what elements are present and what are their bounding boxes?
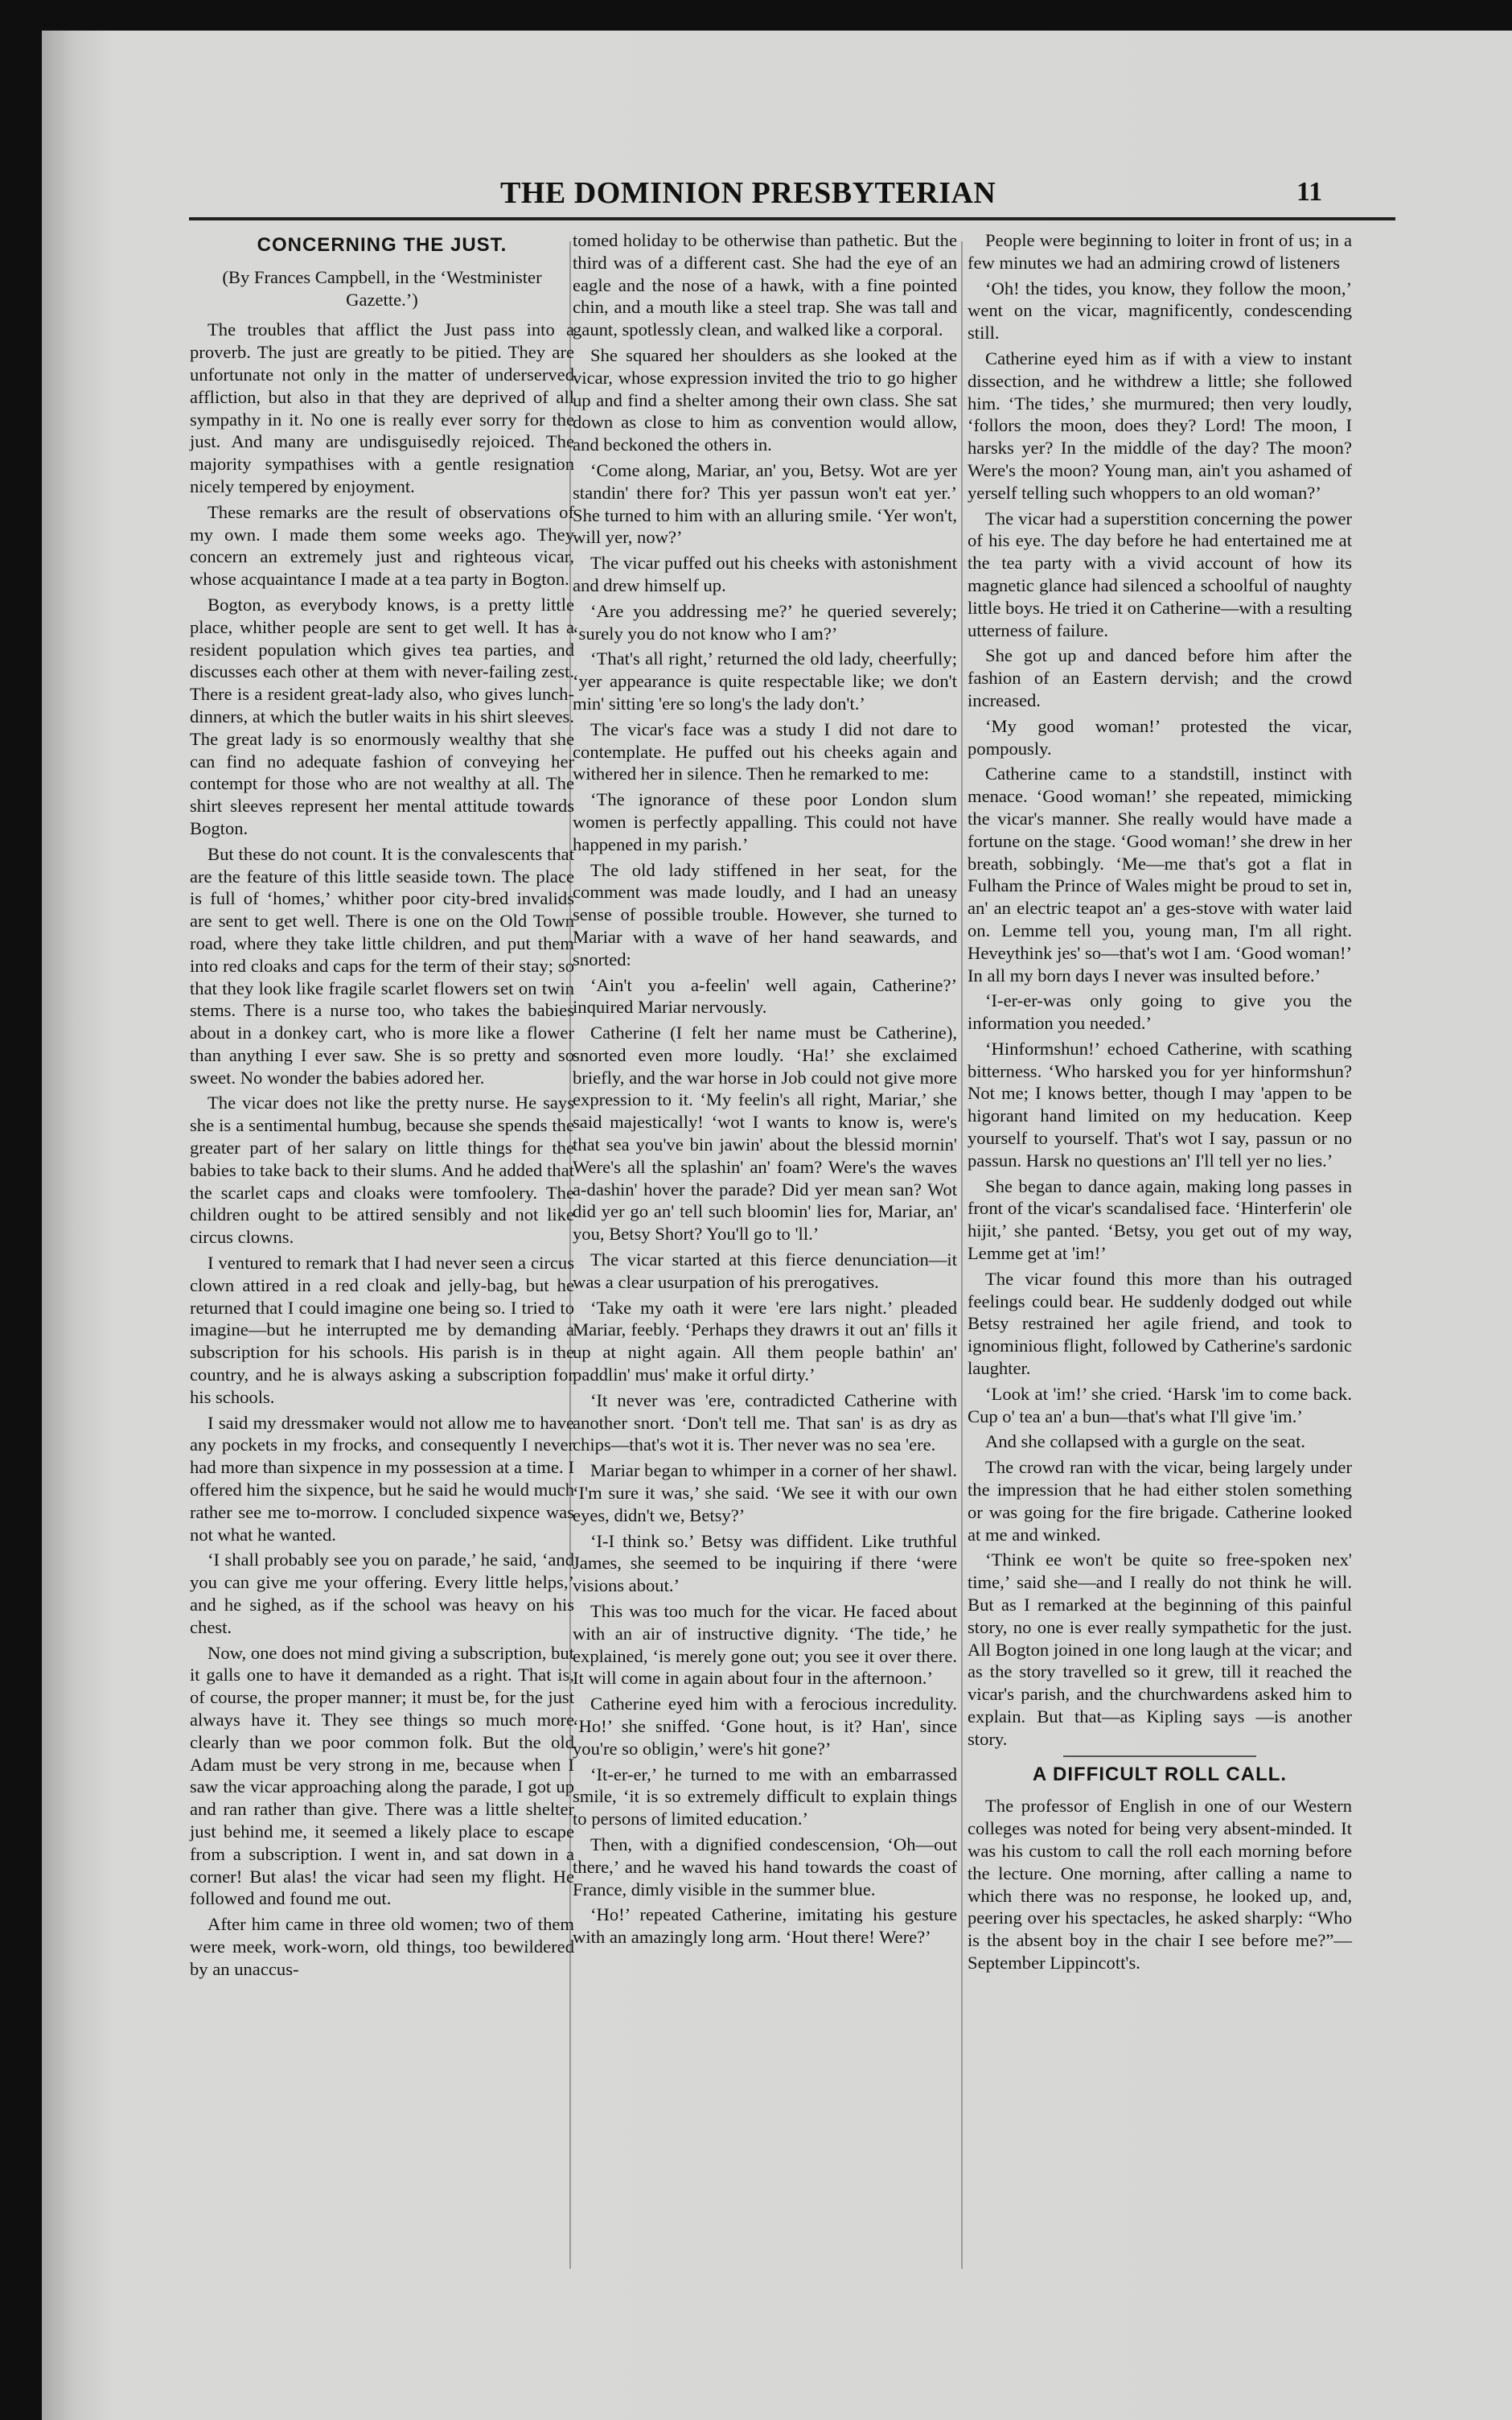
paragraph: ‘My good woman!’ protested the vicar, pompously. [968,715,1352,759]
paragraph: Catherine (I felt her name must be Catherine), snorted even more loudly. ‘Ha!’ she exclaimed briefly, and the war horse in Job could not give more expression to it. ‘My feelin's all right, Mariar,’ she said majestically! ‘wot I wants to know is, were's that sea you've bin jawin' about the blessid mornin' Were's all the splashin' an' foam? Were's the waves a-dashin' hover the parade? Did yer mean san? Wot did yer go an' tell such bloomin' lies for, Mariar, an' you, Betsy Short? You'll go to 'll.’ [573,1023,957,1245]
masthead-title: THE DOMINION PRESBYTERIAN [500,176,996,210]
paragraph: ‘Come along, Mariar, an' you, Betsy. Wot are yer standin' there for? This yer passun won't eat yer.’ She turned to him with an alluring smile. ‘Yer won't, will yer, now?’ [573,459,957,548]
article-title: A DIFFICULT ROLL CALL. [1032,1763,1288,1785]
paragraph: The vicar's face was a study I did not dare to contemplate. He puffed out his cheeks again and withered her in silence. Then he remarked to me: [573,718,957,784]
paragraph: The vicar does not like the pretty nurse. He says she is a sentimental humbug, because she spends the greater part of her salary on little things for the babies to take back to their slums. And he added that the scarlet caps and cloaks were tomfoolery. The children ought to be attired sensibly and not like circus clowns. [190,1093,574,1248]
column-2 [573,229,957,1952]
paragraph: Catherine eyed him as if with a view to instant dissection, and he withdrew a little; she followed him. ‘The tides,’ she murmured; then very loudly, ‘follors the moon, does they? Lord! The moon, I harsks yer? In the middle of the day? The moon? Were's the moon? Young man, ain't you ashamed of yerself telling such whoppers to an old woman?’ [968,348,1352,503]
paragraph: ‘That's all right,’ returned the old lady, cheerfully; ‘yer appearance is quite respectable like; we don't min' sitting 'ere so long's the lady don't.’ [573,648,957,714]
paragraph: ‘Are you addressing me?’ he queried severely; ‘surely you do not know who I am?’ [573,600,957,644]
paragraph: ‘Hinformshun!’ echoed Catherine, with scathing bitterness. ‘Who harsked you for yer hinformshun? Not me; I knows better, though I may 'appen to be higorant hand limited on my heducation. Keep yourself to yourself. That's wot I say, passun or no passun. Harsk no questions an' I'll tell yer no lies.’ [968,1038,1352,1171]
paragraph: I said my dressmaker would not allow me to have any pockets in my frocks, and consequently I never had more than sixpence in my possession at a time. I offered him the sixpence, but he said he would much rather see me to-morrow. I concluded sixpence was not what he wanted. [190,1412,574,1545]
page-number: 11 [1296,177,1323,207]
paragraph: Mariar began to whimper in a corner of her shawl. ‘I'm sure it was,’ she said. ‘We see it with our own eyes, didn't we, Betsy?’ [573,1460,957,1525]
paragraph: Catherine came to a standstill, instinct with menace. ‘Good woman!’ she repeated, mimicking the vicar's manner. She really would have made a fortune on the stage. ‘Good woman!’ she drew in her breath, sobbingly. ‘Me—me that's got a flat in Fulham the Prince of Wales might be proud to set in, an' an electric teapot an' a ges-stove with water laid on. Lemme tell you, young man, I'm all right. Heveythink jes' so—that's wot I am. ‘Good woman!’ In all my born days I never was insulted before.’ [968,763,1352,986]
paragraph: ‘Think ee won't be quite so free-spoken nex' time,’ said she—and I really do not think he will. But as I remarked at the beginning of this painful story, no one is ever really sympathetic for the just. All Bogton joined in one long laugh at the vicar; and as the story travelled so it grew, till it reached the vicar's parish, and the churchwardens asked him to explain. But that—as Kipling says —is another story. [968,1550,1352,1749]
article-byline: (By Frances Campbell, in the ‘Westminister Gazette.’) [222,266,542,310]
paragraph: ‘Ain't you a-feelin' well again, Catherine?’ inquired Mariar nervously. [573,974,957,1018]
paragraph: ‘I-I think so.’ Betsy was diffident. Like truthful James, she seemed to be inquiring if there ‘were visions about.’ [573,1530,957,1596]
paragraph: Now, one does not mind giving a subscription, but it galls one to have it demanded as a right. That is, of course, the proper manner; it must be, for the just always have it. They see things so much more clearly than we poor common folk. But the old Adam must be very strong in me, because when I saw the vicar approaching along the parade, I got up and ran rather than give. There was a little shelter just behind me, it seemed a likely place to escape from a subscription. I went in, and sat down in a corner! But alas! the vicar had seen my flight. He followed and found me out. [190,1642,574,1909]
paragraph: The professor of English in one of our Western colleges was noted for being very absent-minded. It was his custom to call the roll each morning before the lecture. One morning, after calling a name to which there was no response, he looked up, and, peering over his spectacles, he asked sharply: “Who is the absent boy in the chair I see before me?”—September Lippincott's. [968,1796,1352,1973]
paragraph: tomed holiday to be otherwise than pathetic. But the third was of a different cast. She had the eye of an eagle and the nose of a hawk, with a fine pointed chin, and a mouth like a steel trap. She was tall and gaunt, spotlessly clean, and walked like a corporal. [573,230,957,340]
paragraph: These remarks are the result of observations of my own. I made them some weeks ago. They concern an extremely just and righteous vicar, whose acquaintance I made at a tea party in Bogton. [190,501,574,590]
paragraph: The vicar found this more than his outraged feelings could bear. He suddenly dodged out while Betsy restrained her agile friend, and took to ignominious flight, followed by Catherine's sardonic laughter. [968,1268,1352,1379]
paragraph: People were beginning to loiter in front of us; in a few minutes we had an admiring crowd of listeners [968,230,1352,273]
paragraph: Catherine eyed him with a ferocious incredulity. ‘Ho!’ she sniffed. ‘Gone hout, is it? Han', since you're so obligin,’ were's hit gone?’ [573,1694,957,1759]
paragraph: ‘Look at 'im!’ she cried. ‘Harsk 'im to come back. Cup o' tea an' a bun—that's what I'll give 'im.’ [968,1383,1352,1426]
paragraph: After him came in three old women; two of them were meek, work-worn, old things, too bewildered by an unaccus- [190,1914,574,1979]
column-3 [968,229,1352,1978]
paragraph: The vicar had a superstition concerning the power of his eye. The day before he had entertained me at the tea party with a vivid account of how its magnetic glance had silenced a schoolful of naughty little boys. He tried it on Catherine—with a resulting utterness of failure. [968,508,1352,640]
paragraph: Bogton, as everybody knows, is a pretty little place, whither people are sent to get well. It has a resident population which gives tea parties, and discusses each other at them with never-failing zest. There is a resident great-lady also, who gives lunch-dinners, at which the butler waits in his shirt sleeves. The great lady is so enormously wealthy that she can find no adequate fashion of conveying her contempt for those who are not wealthy at all. The shirt sleeves represent her mental attitude towards Bogton. [190,594,574,838]
paragraph: The vicar puffed out his cheeks with astonishment and drew himself up. [573,553,957,595]
paragraph: The troubles that afflict the Just pass into a proverb. The just are greatly to be pitied. They are unfortunate not only in the matter of underserved affliction, but also in that they are deprived of all sympathy in it. No one is really ever sorry for the just. And many are undisguisedly rejoiced. The majority sympathises with a gentle resignation nicely tempered by enjoyment. [190,319,574,496]
paragraph: She squared her shoulders as she looked at the vicar, whose expression invited the trio to go higher up and find a shelter among their own class. She sat down as close to him as convention would allow, and beckoned the others in. [573,344,957,455]
paragraph: ‘Ho!’ repeated Catherine, imitating his gesture with an amazingly long arm. ‘Hout there! Were?’ [573,1904,957,1948]
paragraph: ‘Oh! the tides, you know, they follow the moon,’ went on the vicar, magnificently, condescending still. [968,278,1352,344]
paragraph: And she collapsed with a gurgle on the seat. [985,1431,1306,1452]
paragraph: ‘I shall probably see you on parade,’ he said, ‘and you can give me your offering. Every little helps,’ and he sighed, as if the school was heavy on his chest. [190,1550,574,1637]
masthead-rule [189,217,1395,220]
paragraph: ‘It-er-er,’ he turned to me with an embarrassed smile, ‘it is so extremely difficult to explain things to persons of limited education.’ [573,1764,957,1829]
paragraph: The vicar started at this fierce denunciation—it was a clear usurpation of his prerogatives. [573,1249,957,1292]
paragraph: But these do not count. It is the convalescents that are the feature of this little seaside town. The place is full of ‘homes,’ whither poor city-bred invalids are sent to get well. There is one on the Old Town road, where they take little children, and put them into red cloaks and caps for the term of their stay; so that they look like fragile scarlet flowers set on twin stems. There is a nurse too, who takes the babies about in a donkey cart, who is more like a flower than anything I ever saw. She is so pretty and so sweet. No wonder the babies adored her. [190,843,574,1088]
paragraph: I ventured to remark that I had never seen a circus clown attired in a red cloak and jelly-bag, but he returned that I could imagine one being so. I tried to imagine—but he interrupted me by demanding a subscription for his schools. His parish is in the country, and he is always asking a subscription for his schools. [190,1253,574,1407]
column-divider [961,241,963,2269]
paragraph: ‘Take my oath it were 'ere lars night.’ pleaded Mariar, feebly. ‘Perhaps they drawrs it out an' fills it up at night again. All them people bathin' an' paddlin' mus' make it orful dirty.’ [573,1297,957,1385]
article-title: CONCERNING THE JUST. [257,234,507,256]
column-1 [190,229,574,1984]
paragraph: The crowd ran with the vicar, being largely under the impression that he had either stolen something or was going for the fire brigade. Catherine looked at me and winked. [968,1457,1352,1545]
paragraph: This was too much for the vicar. He faced about with an air of instructive dignity. ‘The tide,’ he explained, ‘is merely gone out; you see it over there. It will come in again about four in the afternoon.’ [573,1601,957,1689]
paragraph: ‘I-er-er-was only going to give you the information you needed.’ [968,990,1352,1034]
paragraph: ‘The ignorance of these poor London slum women is perfectly appalling. This could not have happened in my parish.’ [573,789,957,854]
paragraph: Then, with a dignified condescension, ‘Oh—out there,’ and he waved his hand towards the coast of France, dimly visible in the summer blue. [573,1834,957,1899]
paragraph: She began to dance again, making long passes in front of the vicar's scandalised face. ‘Hinterferin' ole hijit,’ she panted. ‘Betsy, you get out of my way, Lemme get at 'im!’ [968,1175,1352,1264]
paragraph: She got up and danced before him after the fashion of an Eastern dervish; and the crowd increased. [968,645,1352,710]
article-separator [1063,1755,1256,1757]
paragraph: ‘It never was 'ere, contradicted Catherine with another snort. ‘Don't tell me. That san' is as dry as chips—that's wot it is. Ther never was no sea 'ere. [573,1389,957,1455]
paragraph: The old lady stiffened in her seat, for the comment was made loudly, and I had an uneasy sense of possible trouble. However, she turned to Mariar with a wave of her hand seawards, and snorted: [573,859,957,969]
